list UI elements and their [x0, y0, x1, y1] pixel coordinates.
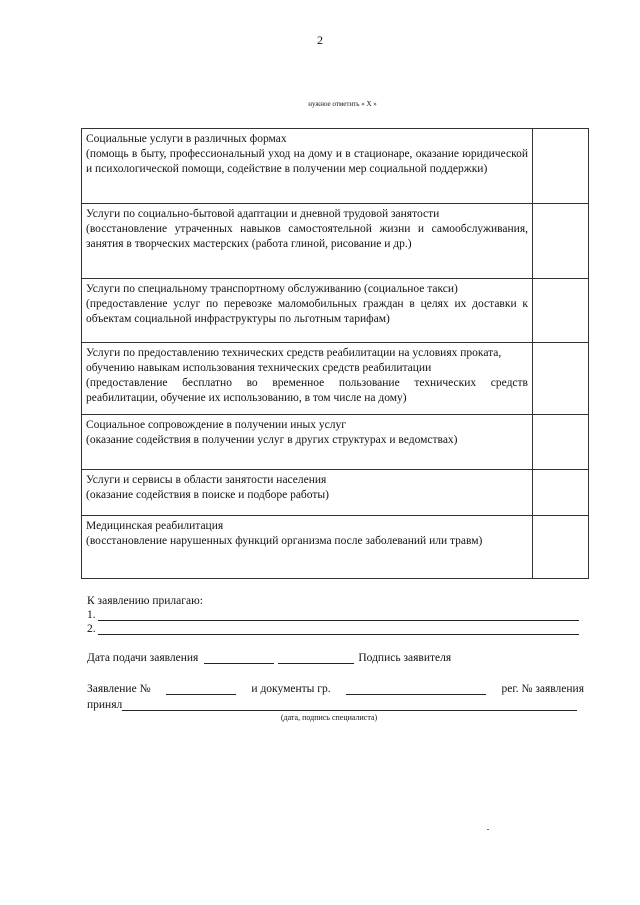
table-row — [82, 516, 589, 579]
specialist-signature-caption: (дата, подпись специалиста) — [280, 713, 378, 722]
mark-instruction: нужное отметить « Х » — [308, 100, 377, 108]
service-checkbox-cell[interactable] — [533, 279, 589, 343]
service-title: Услуги по специальному транспортному обслуживанию (социальное такси) — [86, 283, 458, 295]
attachments-section — [87, 595, 579, 635]
services-table — [81, 128, 589, 579]
submission-line — [87, 652, 451, 664]
documents-label: и документы гр. — [251, 683, 331, 695]
table-row — [82, 279, 589, 343]
service-checkbox-cell[interactable] — [533, 343, 589, 415]
table-row — [82, 343, 589, 415]
table-row — [82, 415, 589, 470]
submission-date-field[interactable] — [204, 652, 274, 664]
service-title: Социальное сопровождение в получении иных услуг — [86, 419, 346, 431]
attachment-number: 1. — [87, 609, 96, 621]
service-description: (оказание содействия в получении услуг в других структурах и ведомствах) — [86, 434, 458, 446]
attachment-field[interactable] — [98, 609, 579, 621]
table-row — [82, 129, 589, 204]
service-description-cell — [82, 415, 533, 470]
scan-speck — [487, 829, 489, 830]
service-description: (восстановление нарушенных функций организма после заболеваний или травм) — [86, 535, 483, 547]
accepted-line — [87, 699, 577, 711]
attachment-field[interactable] — [98, 623, 579, 635]
statement-number-label: Заявление № — [87, 683, 151, 695]
service-title: Услуги и сервисы в области занятости населения — [86, 474, 327, 486]
statement-number-field[interactable] — [166, 683, 236, 695]
service-title: Медицинская реабилитация — [86, 520, 224, 532]
service-description: (предоставление услуг по перевозке маломобильных граждан в целях их доставки к объектам социальной инфраструктуры по льготным тарифам) — [86, 298, 528, 325]
service-description-cell — [82, 204, 533, 279]
service-title: Услуги по предоставлению технических средств реабилитации на условиях проката, обучению навыкам использования технических средств реабилитации — [86, 347, 502, 374]
page-number: 2 — [317, 33, 323, 47]
specialist-signature-field[interactable] — [122, 699, 577, 711]
registration-number-label: рег. № заявления — [501, 683, 584, 695]
service-title: Услуги по социально-бытовой адаптации и дневной трудовой занятости — [86, 208, 440, 220]
attachment-number: 2. — [87, 623, 96, 635]
service-description-cell — [82, 470, 533, 516]
submission-date-label: Дата подачи заявления — [87, 652, 199, 664]
table-row — [82, 470, 589, 516]
service-description-cell — [82, 129, 533, 204]
service-checkbox-cell[interactable] — [533, 415, 589, 470]
service-description: (восстановление утраченных навыков самостоятельной жизни и самообслуживания, занятия в творческих мастерских (работа глиной, рисование и др.) — [86, 223, 528, 250]
accepted-label: принял — [87, 699, 123, 711]
attachment-row — [87, 621, 579, 635]
service-description: (оказание содействия в поиске и подборе работы) — [86, 489, 329, 501]
service-checkbox-cell[interactable] — [533, 516, 589, 579]
service-description-cell — [82, 343, 533, 415]
service-description-cell — [82, 279, 533, 343]
service-checkbox-cell[interactable] — [533, 129, 589, 204]
applicant-signature-label: Подпись заявителя — [358, 652, 452, 664]
service-description: (помощь в быту, профессиональный уход на дому и в стационаре, оказание юридической и психологической помощи, содействие в получении мер социальной поддержки) — [86, 148, 528, 175]
registration-line — [87, 683, 584, 695]
attachments-label: К заявлению прилагаю: — [87, 595, 203, 607]
service-description-cell — [82, 516, 533, 579]
service-checkbox-cell[interactable] — [533, 204, 589, 279]
table-row — [82, 204, 589, 279]
applicant-name-field[interactable] — [346, 683, 486, 695]
submission-date-field-2[interactable] — [278, 652, 354, 664]
attachment-row — [87, 607, 579, 621]
service-description: (предоставление бесплатно во временное пользование технических средств реабилитации, обучение их использованию, в том числе на дому) — [86, 377, 528, 404]
service-title: Социальные услуги в различных формах — [86, 133, 287, 145]
service-checkbox-cell[interactable] — [533, 470, 589, 516]
